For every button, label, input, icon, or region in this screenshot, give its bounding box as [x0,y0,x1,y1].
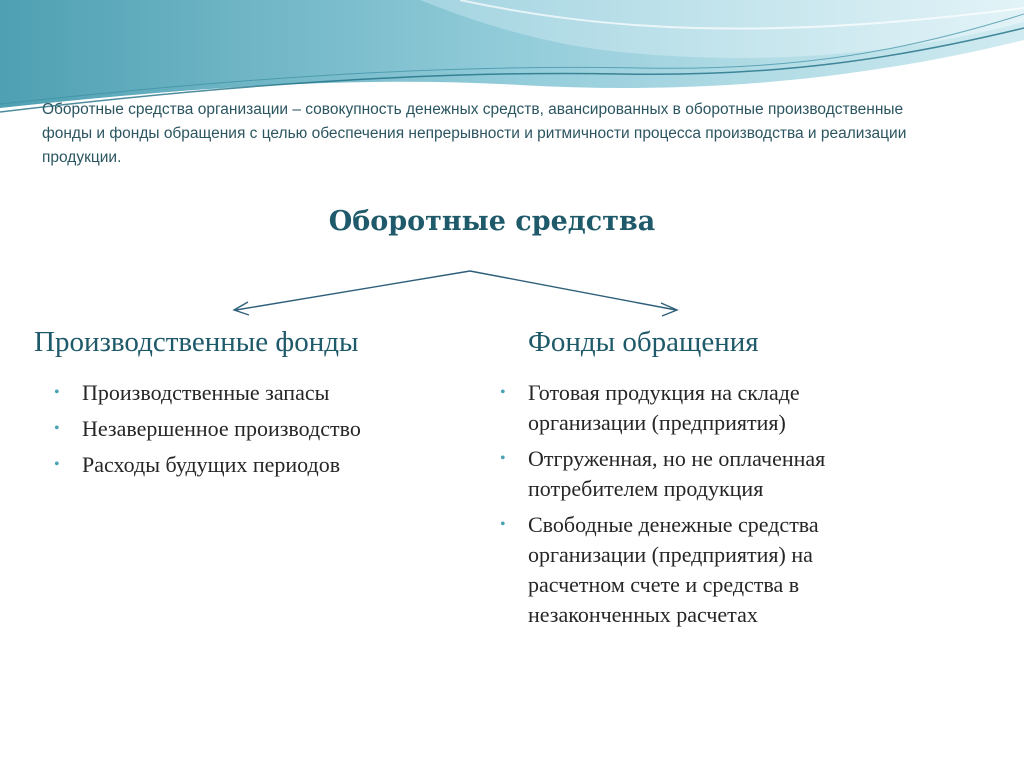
bullet-icon: • [500,384,506,401]
list-item [54,450,414,480]
list-item-text: Производственные запасы [82,380,330,405]
diagram-root-title: Оборотные средства [328,206,656,237]
list-item-text: Отгруженная, но не оплаченная потребителем продукция [528,446,826,501]
list-item [54,414,414,444]
bullet-icon: • [500,516,506,533]
definition-text: Оборотные средства организации – совокупность денежных средств, авансированных в оборотные производственные фонды и фонды обращения с целью обеспечения непрерывности и ритмичности процесса производства и реализации продукции. [42,101,907,166]
bullet-icon: • [54,384,60,401]
list-item-text: Расходы будущих периодов [82,452,341,477]
bullet-icon: • [54,456,60,473]
left-branch-heading: Производственные фонды [34,326,359,358]
bullet-icon: • [54,420,60,437]
arrowhead-left [234,302,249,315]
arrowhead-right [661,303,677,316]
list-item-text: Готовая продукция на складе организации (предприятия) [528,380,800,435]
right-branch-list [500,378,860,636]
right-branch-heading: Фонды обращения [528,326,759,358]
list-item-text: Незавершенное производство [82,416,361,441]
bullet-icon: • [500,450,506,467]
list-item-text: Свободные денежные средства организации (предприятия) на расчетном счете и средства в незаконченных расчетах [528,512,819,627]
left-branch-list [54,378,414,486]
list-item [500,510,860,630]
branch-line-right [470,271,676,310]
list-item [54,378,414,408]
list-item [500,378,860,438]
branch-line-left [236,271,470,310]
list-item [500,444,860,504]
